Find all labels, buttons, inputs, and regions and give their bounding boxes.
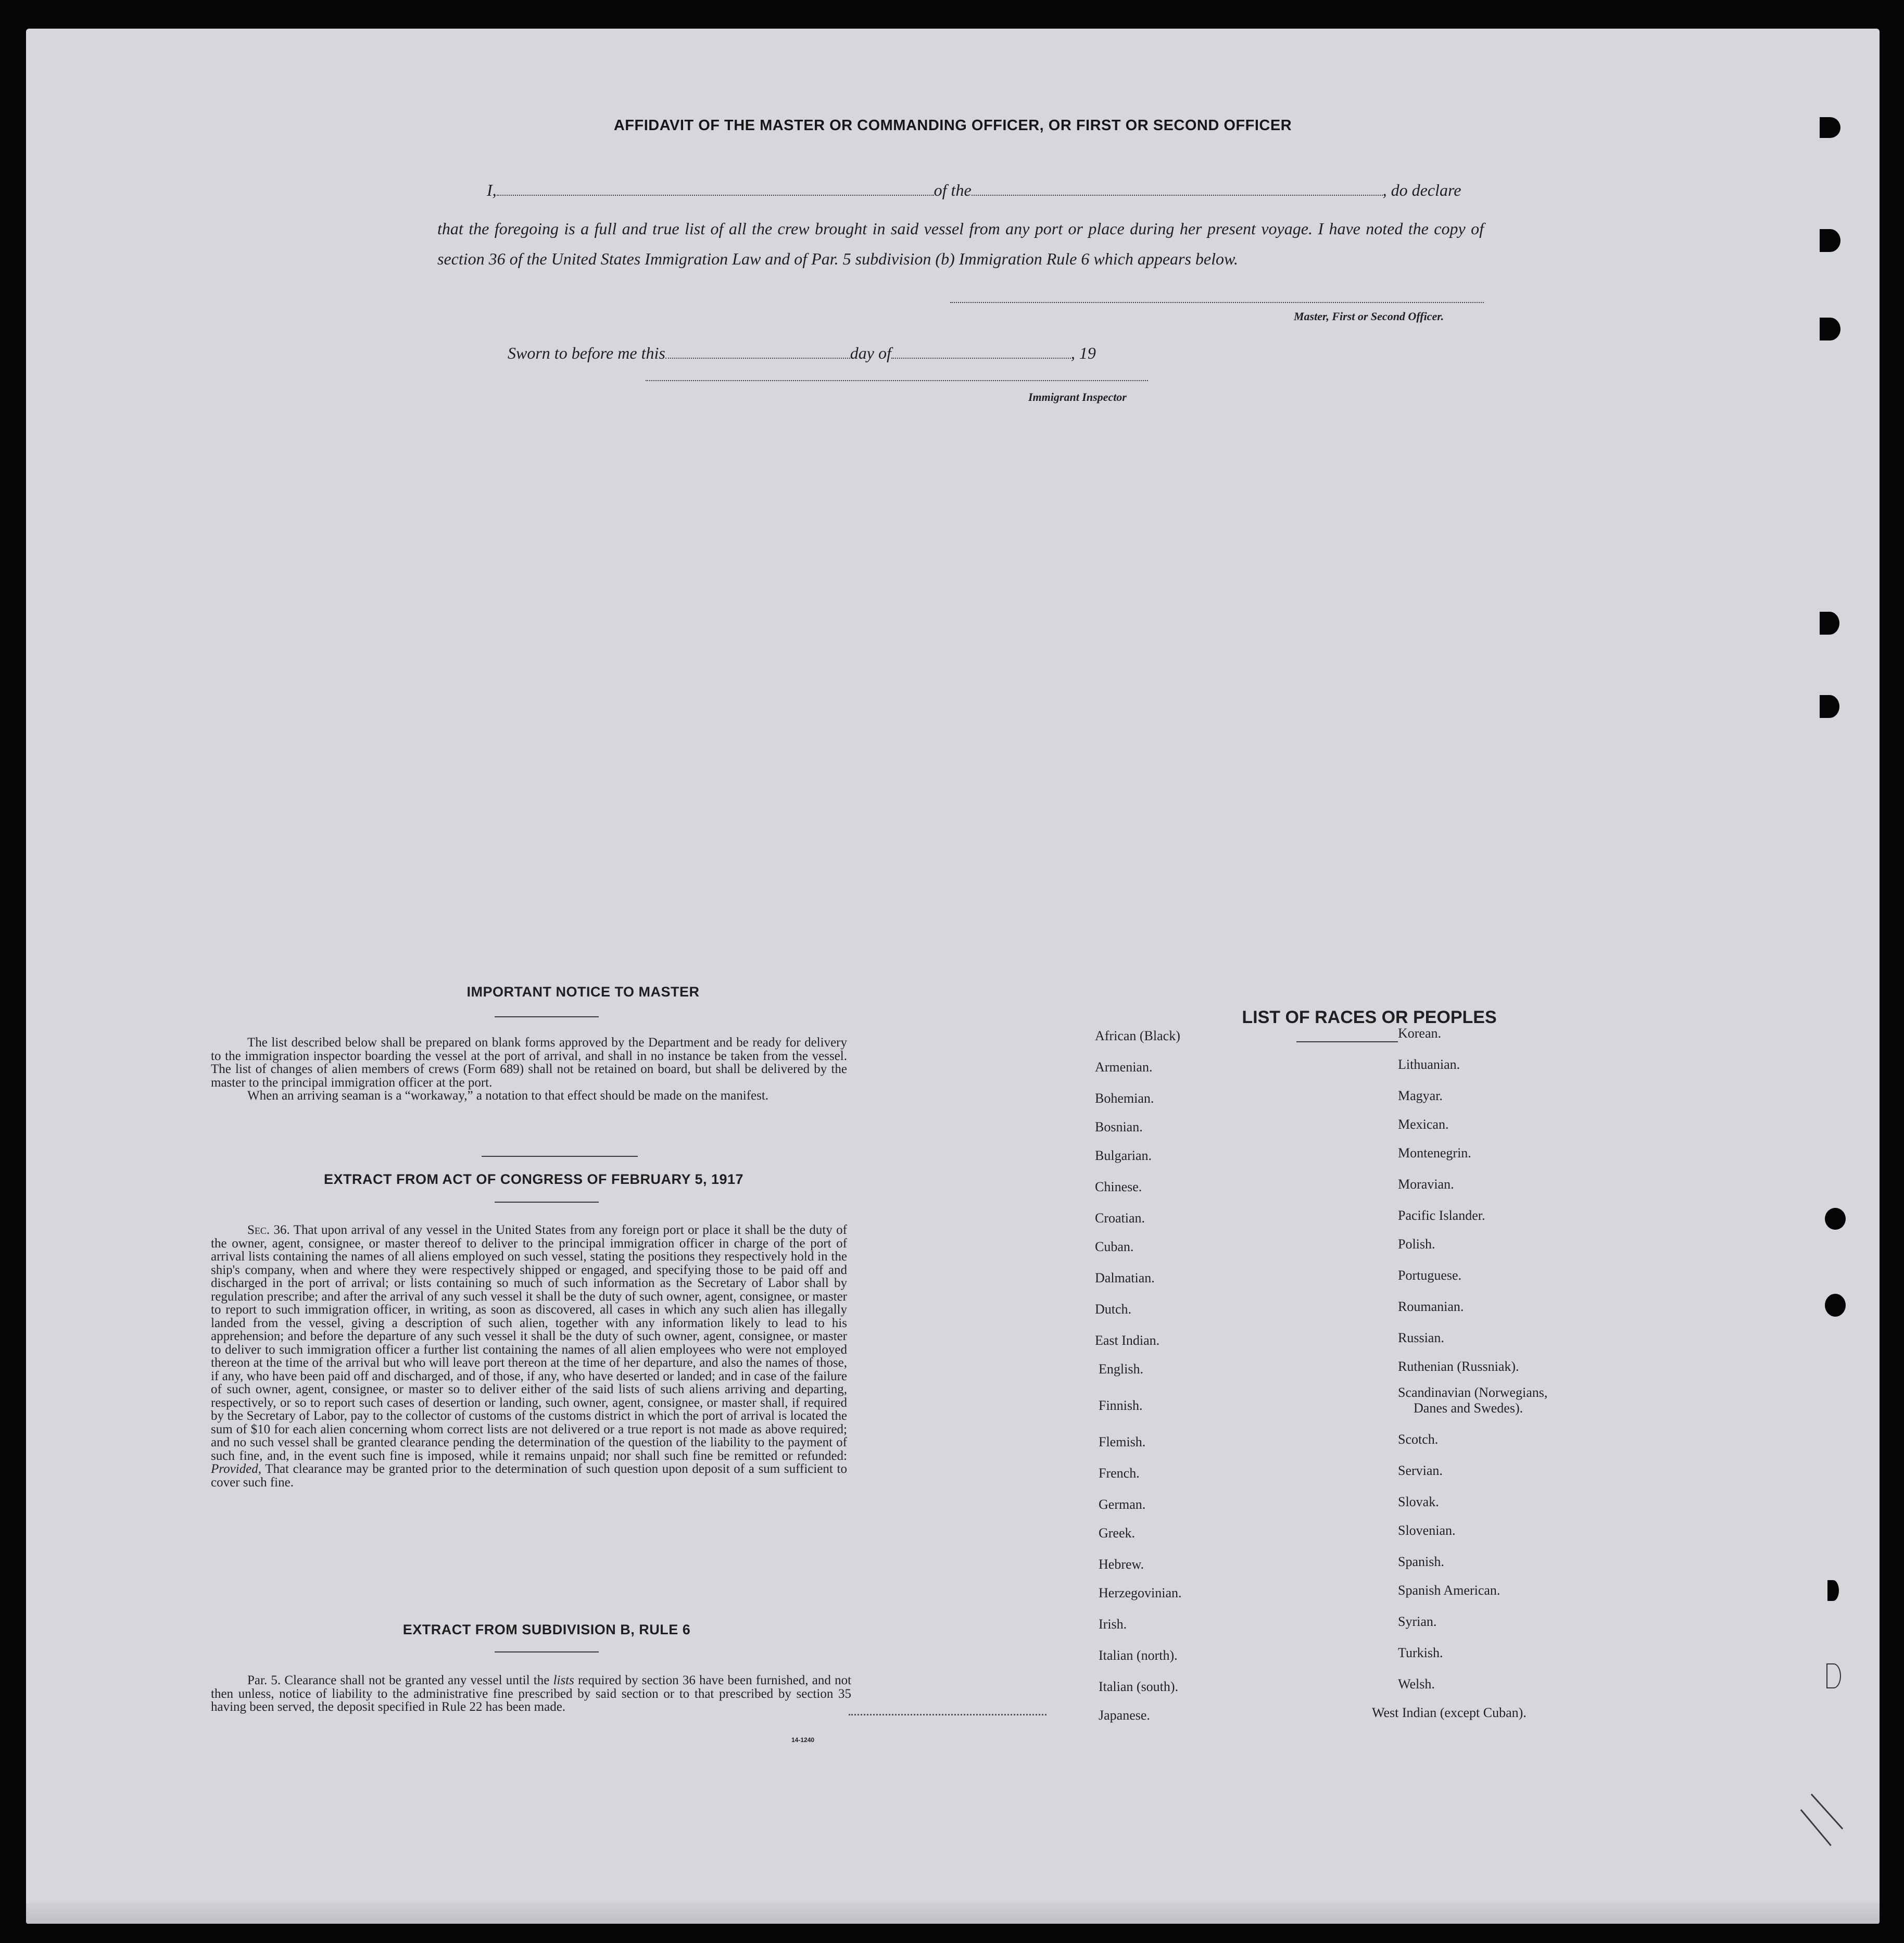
binder-hole: [1825, 1208, 1846, 1230]
race-item: Ruthenian (Russniak).: [1398, 1359, 1519, 1374]
sworn-year: , 19: [1070, 344, 1096, 362]
race-item: Korean.: [1398, 1026, 1442, 1041]
notice-body: [211, 1036, 847, 1103]
binder-hole: [1820, 229, 1840, 252]
race-item: Slovenian.: [1398, 1523, 1456, 1538]
affidavit-of-the: of the: [934, 181, 972, 199]
race-item: Bulgarian.: [1095, 1148, 1152, 1163]
affidavit-paragraph: that the foregoing is a full and true list of all the crew brought in said vessel from any port or place during her present voyage. I have noted the copy of section 36 of the United States Immigration Law and of Par. 5 subdivision (b) Immigration Rule 6 which appears below.: [437, 219, 1484, 268]
race-item: Japanese.: [1099, 1708, 1150, 1723]
scratch-mark: [1800, 1809, 1832, 1846]
race-item: Hebrew.: [1099, 1557, 1144, 1572]
race-item: Italian (south).: [1099, 1679, 1179, 1694]
race-item: Russian.: [1398, 1330, 1444, 1345]
binder-hole: [1820, 695, 1839, 718]
race-item: Slovak.: [1398, 1494, 1439, 1509]
race-item: Portuguese.: [1398, 1268, 1462, 1283]
binder-hole: [1827, 1580, 1839, 1601]
race-item: Syrian.: [1398, 1614, 1437, 1629]
race-item: Scotch.: [1398, 1432, 1439, 1447]
race-item: Bohemian.: [1095, 1091, 1154, 1106]
race-item: Pacific Islander.: [1398, 1208, 1485, 1223]
signature-label: Master, First or Second Officer.: [1294, 310, 1444, 323]
binder-hole: [1820, 318, 1840, 340]
race-item: Scandinavian (Norwegians,: [1398, 1385, 1548, 1400]
race-item: West Indian (except Cuban).: [1372, 1705, 1527, 1720]
rule6-text-a: Par. 5. Clearance shall not be granted any vessel until the: [247, 1673, 550, 1687]
scratch-mark: [1811, 1794, 1843, 1830]
race-item: Turkish.: [1398, 1645, 1443, 1660]
race-item: Italian (north).: [1099, 1648, 1178, 1663]
divider: [482, 1156, 638, 1157]
act-title: EXTRACT FROM ACT OF CONGRESS OF FEBRUARY 5, 1917: [323, 1171, 744, 1187]
race-item: German.: [1099, 1497, 1146, 1512]
divider: [495, 1016, 599, 1017]
sworn-prefix: Sworn to before me this: [508, 344, 665, 362]
race-item: Lithuanian.: [1398, 1057, 1460, 1072]
affidavit-i: I,: [487, 181, 497, 199]
race-item: Spanish American.: [1398, 1583, 1500, 1598]
race-item: Magyar.: [1398, 1088, 1443, 1103]
signature-line[interactable]: [950, 302, 1484, 303]
vessel-blank[interactable]: [972, 183, 1383, 196]
act-body: [211, 1223, 847, 1489]
race-item: Armenian.: [1095, 1059, 1153, 1075]
race-item: Spanish.: [1398, 1554, 1444, 1569]
rule6-text-b: required by section 36 have been furnished, and not then unless, notice of liability to the administrative fine prescribed by said section or to that prescribed by section 35 having been served, the deposit specified in Rule 22 has been made.: [211, 1673, 852, 1714]
race-item: Flemish.: [1099, 1434, 1146, 1449]
race-item: African (Black): [1095, 1028, 1180, 1043]
notice-title: IMPORTANT NOTICE TO MASTER: [466, 984, 700, 1000]
sworn-day-of: day of: [850, 344, 891, 362]
rule6-body: [211, 1674, 851, 1714]
sworn-line: [508, 344, 1096, 363]
affidavit-declare: , do declare: [1382, 181, 1461, 199]
race-item: Welsh.: [1398, 1676, 1435, 1692]
notice-paragraph-2: When an arriving seaman is a “workaway,” a notation to that effect should be made on the manifest.: [247, 1089, 769, 1103]
race-item-continuation: Danes and Swedes).: [1414, 1401, 1523, 1416]
race-item: Greek.: [1099, 1525, 1136, 1541]
race-item: Montenegrin.: [1398, 1145, 1471, 1160]
race-item: French.: [1099, 1466, 1140, 1481]
race-item: Dalmatian.: [1095, 1270, 1155, 1285]
race-item: Chinese.: [1095, 1179, 1142, 1194]
act-provided-label: Provided,: [211, 1462, 261, 1476]
rule6-paragraph: [211, 1674, 851, 1714]
race-item: East Indian.: [1095, 1333, 1160, 1348]
divider: [1296, 1041, 1398, 1042]
sworn-month-blank[interactable]: [891, 346, 1071, 359]
divider: [495, 1651, 599, 1652]
race-item: English.: [1099, 1361, 1143, 1377]
rule6-lists-word: lists: [553, 1673, 574, 1687]
inspector-label: Immigrant Inspector: [1028, 390, 1127, 403]
race-item: Mexican.: [1398, 1117, 1449, 1132]
affidavit-title: AFFIDAVIT OF THE MASTER OR COMMANDING OFFICER, OR FIRST OR SECOND OFFICER: [613, 117, 1292, 134]
act-section-36: [211, 1223, 847, 1489]
act-section-label: Sec. 36.: [247, 1223, 290, 1237]
page-fold: [26, 1903, 1880, 1924]
affidavit-declaration-line: [487, 181, 1461, 200]
race-item: Dutch.: [1095, 1302, 1132, 1317]
form-number: 14-1240: [791, 1736, 815, 1744]
race-item: Bosnian.: [1095, 1119, 1143, 1134]
sworn-date-blank[interactable]: [665, 346, 850, 359]
binder-hole: [1820, 612, 1839, 635]
race-item: Polish.: [1398, 1237, 1435, 1252]
act-section-text: That upon arrival of any vessel in the United States from any foreign port or place it shall be the duty of the owner, agent, consignee, or master thereof to deliver to the principal immigration officer in charge of the port of arrival lists containing the names of all aliens employed on such vessel, stating the positions they respectively hold in the ship's company, when and where they were respectively shipped or engaged, and specifying those to be paid off and discharged in the port of arrival; or lists containing so much of such information as the Secretary of Labor shall by regulation prescribe; and after the arrival of any such vessel it shall be the duty of such owner, agent, consignee, or master to report to such immigration officer, in writing, as soon as discovered, all cases in which any such alien has illegally landed from the vessel, giving a description of such alien, together with any information likely to lead to his apprehension; and before the departure of any such vessel it shall be the duty of such owner, agent, consignee, or master to deliver to such immigration officer a further list containing the names of all alien employees who were not employed thereon at the time of the arrival but who will leave port thereon at the time of her departure, and also the names of those, if any, who have been paid off and discharged, and of those, if any, who have deserted or landed; and in case of the failure of such owner, agent, consignee, or master so to deliver either of the said lists of such aliens arriving and departing, respectively, or so to report such cases of desertion or landing, such owner, agent, consignee, or master shall, if required by the Secretary of Labor, pay to the collector of customs of the customs district in which the port of arrival is located the sum of $10 for each alien concerning whom correct lists are not delivered or a true report is not made as above required; and no such vessel shall be granted clearance pending the determination of the question of the liability to the payment of such fine, and, in the event such fine is imposed, while it remains unpaid; nor shall such fine be remitted or refunded:: [211, 1223, 847, 1463]
dot-leader: [849, 1714, 1046, 1715]
race-item: Servian.: [1398, 1463, 1443, 1478]
rule6-title: EXTRACT FROM SUBDIVISION B, RULE 6: [402, 1622, 691, 1637]
race-item: Croatian.: [1095, 1210, 1145, 1226]
name-blank[interactable]: [497, 183, 934, 196]
races-title: LIST OF RACES OR PEOPLES: [1242, 1007, 1497, 1027]
divider: [495, 1202, 599, 1203]
race-item: Roumanian.: [1398, 1299, 1464, 1314]
binder-hole: [1825, 1294, 1846, 1317]
act-provided-text: That clearance may be granted prior to the determination of such question upon deposit of a sum sufficient to cover such fine.: [211, 1462, 847, 1490]
binder-hole: [1826, 1663, 1841, 1688]
race-item: Cuban.: [1095, 1239, 1134, 1254]
race-item: Irish.: [1099, 1617, 1127, 1632]
inspector-signature-line[interactable]: [646, 380, 1148, 381]
race-item: Moravian.: [1398, 1177, 1454, 1192]
race-item: Herzegovinian.: [1099, 1585, 1182, 1600]
notice-paragraph-1: The list described below shall be prepared on blank forms approved by the Department and be ready for delivery to the immigration inspector boarding the vessel at the port of arrival, and shall in no instance be taken from the vessel. The list of changes of alien members of crews (Form 689) shall not be retained on board, but shall be delivered by the master to the principal immigration officer at the port.: [211, 1036, 847, 1090]
race-item: Finnish.: [1099, 1398, 1143, 1413]
document-page: [26, 29, 1880, 1924]
